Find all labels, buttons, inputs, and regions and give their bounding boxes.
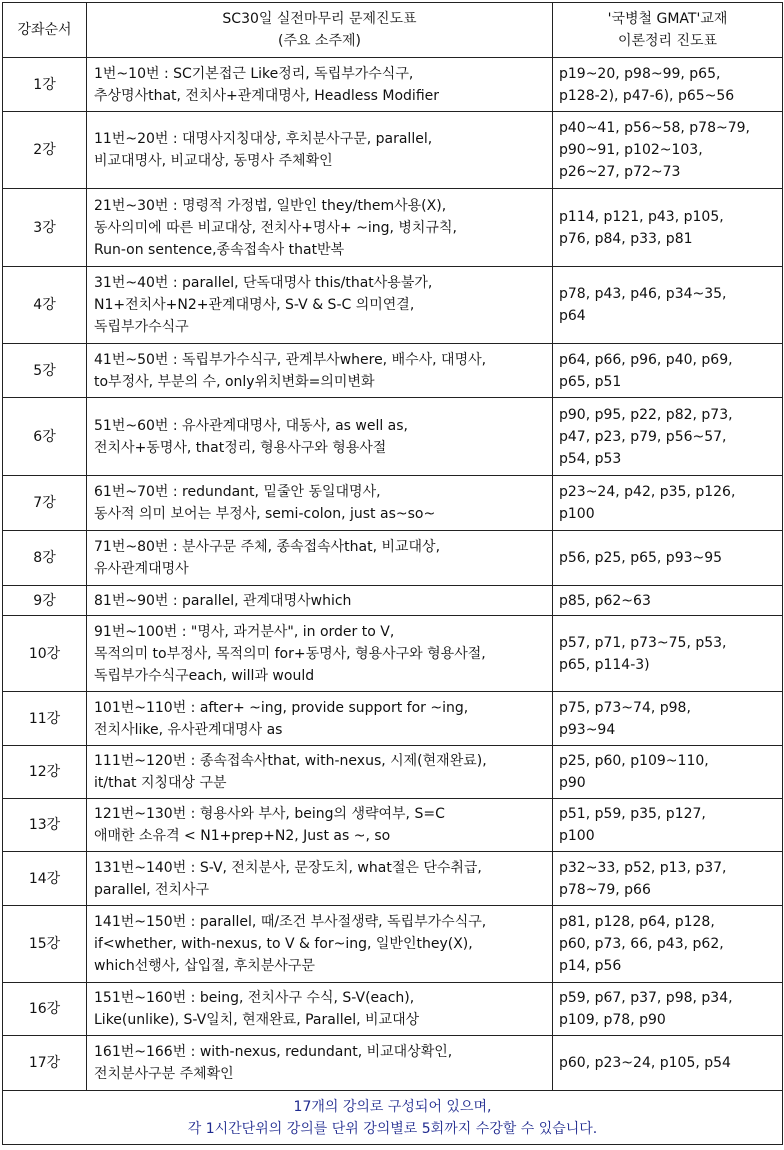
pages-line: p90, p95, p22, p82, p73, [559, 406, 733, 423]
table-row [3, 616, 783, 692]
pages-line: p128-2), p47-6), p65~56 [559, 87, 735, 104]
lesson-topics [87, 476, 553, 531]
lesson-topics [87, 398, 553, 476]
topic-line: 전치사like, 유사관계대명사 as [94, 721, 283, 738]
lesson-topics [87, 692, 553, 746]
lesson-topics [87, 616, 553, 692]
table-row [3, 58, 783, 112]
table-row [3, 267, 783, 344]
lesson-pages [553, 344, 783, 398]
lesson-topics [87, 1036, 553, 1091]
pages-line: p65, p51 [559, 373, 622, 390]
header-progress [87, 3, 553, 58]
topic-line: 61번~70번 : redundant, 밑줄안 동일대명사, [94, 484, 381, 500]
topic-line: parallel, 전치사구 [94, 881, 210, 898]
lesson-number: 16강 [3, 983, 87, 1036]
lesson-topics [87, 344, 553, 398]
pages-line: p32~33, p52, p13, p37, [559, 859, 727, 876]
pages-line: p64, p66, p96, p40, p69, [559, 351, 733, 368]
lesson-topics [87, 746, 553, 799]
lesson-pages [553, 799, 783, 852]
lesson-number: 3강 [3, 189, 87, 267]
lesson-number: 2강 [3, 112, 87, 189]
pages-line: p100 [559, 506, 595, 522]
footer-line-1: 17개의 강의로 구성되어 있으며, [293, 1098, 492, 1115]
lesson-number: 8강 [3, 531, 87, 586]
table-row [3, 852, 783, 906]
lesson-pages [553, 616, 783, 692]
pages-line: p85, p62~63 [559, 592, 651, 609]
topic-line: 동사적 의미 보어는 부정사, semi-colon, just as~so~ [94, 506, 436, 522]
topic-line: 1번~10번 : SC기본접근 Like정리, 독립부가수식구, [94, 65, 414, 82]
lesson-topics [87, 189, 553, 267]
lesson-number: 4강 [3, 267, 87, 344]
topic-line: 애매한 소유격 < N1+prep+N2, Just as ~, so [94, 828, 391, 844]
lesson-pages [553, 112, 783, 189]
topic-line: 21번~30번 : 명령적 가정법, 일반인 they/them사용(X), [94, 197, 447, 214]
topic-line: 161번~166번 : with-nexus, redundant, 비교대상확인, [94, 1044, 453, 1060]
pages-line: p51, p59, p35, p127, [559, 806, 706, 822]
pages-line: p56, p25, p65, p93~95 [559, 550, 723, 566]
table-row [3, 983, 783, 1036]
topic-line: 31번~40번 : parallel, 단독대명사 this/that사용불가, [94, 275, 433, 291]
pages-line: p81, p128, p64, p128, [559, 914, 715, 930]
topic-line: 81번~90번 : parallel, 관계대명사which [94, 592, 352, 609]
lesson-pages [553, 906, 783, 983]
lesson-number: 9강 [3, 586, 87, 616]
lesson-topics [87, 906, 553, 983]
table-row [3, 692, 783, 746]
pages-line: p25, p60, p109~110, [559, 753, 709, 769]
pages-line: p114, p121, p43, p105, [559, 208, 724, 225]
pages-line: p40~41, p56~58, p78~79, [559, 120, 750, 136]
lesson-topics [87, 267, 553, 344]
topic-line: 11번~20번 : 대명사지칭대상, 후치분사구문, parallel, [94, 131, 433, 147]
pages-line: p64 [559, 308, 586, 324]
lesson-topics [87, 852, 553, 906]
lesson-number: 5강 [3, 344, 87, 398]
header-progress-subtitle: (주요 소주제) [278, 33, 361, 49]
topic-line: 비교대명사, 비교대상, 동명사 주체확인 [94, 153, 333, 169]
topic-line: 111번~120번 : 종속접속사that, with-nexus, 시제(현재완료), [94, 753, 487, 769]
topic-line: 유사관계대명사 [94, 561, 189, 577]
topic-line: 독립부가수식구 [94, 319, 189, 335]
lesson-pages [553, 189, 783, 267]
topic-line: 전치사+동명사, that정리, 형용사구와 형용사절 [94, 439, 387, 456]
topic-line: 91번~100번 : "명사, 과거분사", in order to V, [94, 623, 395, 640]
lesson-topics [87, 983, 553, 1036]
header-progress-title: SC30일 실전마무리 문제진도표 [222, 11, 417, 27]
pages-line: p78~79, p66 [559, 881, 651, 898]
pages-line: p93~94 [559, 721, 616, 738]
footer-note [3, 1091, 783, 1145]
topic-line: 141번~150번 : parallel, 때/조건 부사절생략, 독립부가수식구, [94, 914, 487, 930]
table-row [3, 189, 783, 267]
topic-line: 71번~80번 : 분사구문 주체, 종속접속사that, 비교대상, [94, 539, 441, 555]
table-row [3, 398, 783, 476]
table-row [3, 112, 783, 189]
lesson-number: 1강 [3, 58, 87, 112]
lesson-number: 7강 [3, 476, 87, 531]
topic-line: Run-on sentence,종속접속사 that반복 [94, 241, 345, 258]
header-lesson-order: 강좌순서 [3, 3, 87, 58]
topic-line: 121번~130번 : 형용사와 부사, being의 생략여부, S=C [94, 806, 445, 822]
topic-line: 151번~160번 : being, 전치사구 수식, S-V(each), [94, 990, 415, 1006]
pages-line: p54, p53 [559, 450, 622, 467]
lesson-pages [553, 692, 783, 746]
lesson-pages [553, 58, 783, 112]
table-row [3, 476, 783, 531]
table-row [3, 586, 783, 616]
topic-line: to부정사, 부분의 수, only위치변화=의미변화 [94, 373, 375, 390]
topic-line: 101번~110번 : after+ ~ing, provide support for ~ing, [94, 699, 469, 716]
topic-line: 추상명사that, 전치사+관계대명사, Headless Modifier [94, 87, 440, 104]
lesson-number: 12강 [3, 746, 87, 799]
topic-line: Like(unlike), S-V일치, 현재완료, Parallel, 비교대상 [94, 1012, 420, 1028]
lesson-number: 11강 [3, 692, 87, 746]
pages-line: p60, p23~24, p105, p54 [559, 1055, 731, 1071]
lesson-pages [553, 1036, 783, 1091]
topic-line: it/that 지칭대상 구분 [94, 775, 227, 791]
table-row [3, 1036, 783, 1091]
pages-line: p26~27, p72~73 [559, 164, 681, 180]
pages-line: p60, p73, 66, p43, p62, [559, 936, 724, 952]
topic-line: 41번~50번 : 독립부가수식구, 관계부사where, 배수사, 대명사, [94, 351, 487, 368]
lesson-pages [553, 586, 783, 616]
table-row [3, 746, 783, 799]
lesson-number: 17강 [3, 1036, 87, 1091]
pages-line: p59, p67, p37, p98, p34, [559, 990, 733, 1006]
pages-line: p109, p78, p90 [559, 1012, 666, 1028]
pages-line: p23~24, p42, p35, p126, [559, 484, 736, 500]
lesson-number: 6강 [3, 398, 87, 476]
lesson-topics [87, 799, 553, 852]
pages-line: p65, p114-3) [559, 656, 650, 673]
pages-line: p78, p43, p46, p34~35, [559, 286, 727, 302]
pages-line: p90~91, p102~103, [559, 142, 703, 158]
lesson-pages [553, 398, 783, 476]
footer-line-2: 각 1시간단위의 강의를 단위 강의별로 5회까지 수강할 수 있습니다. [187, 1120, 598, 1137]
topic-line: if<whether, with-nexus, to V & for~ing, 일반인they(X), [94, 936, 473, 952]
pages-line: p47, p23, p79, p56~57, [559, 428, 727, 445]
lesson-number: 10강 [3, 616, 87, 692]
topic-line: 51번~60번 : 유사관계대명사, 대동사, as well as, [94, 417, 409, 434]
lesson-pages [553, 746, 783, 799]
topic-line: 독립부가수식구each, will과 would [94, 667, 315, 684]
lesson-number: 13강 [3, 799, 87, 852]
lesson-topics [87, 531, 553, 586]
pages-line: p57, p71, p73~75, p53, [559, 634, 727, 651]
header-pages-subtitle: 이론정리 진도표 [617, 33, 718, 49]
footer-row [3, 1091, 783, 1145]
lesson-topics [87, 112, 553, 189]
pages-line: p14, p56 [559, 958, 622, 974]
pages-line: p76, p84, p33, p81 [559, 230, 693, 247]
pages-line: p100 [559, 828, 595, 844]
table-header-row [3, 3, 783, 58]
lesson-pages [553, 476, 783, 531]
pages-line: p19~20, p98~99, p65, [559, 65, 721, 82]
topic-line: 131번~140번 : S-V, 전치분사, 문장도치, what절은 단수취급, [94, 859, 482, 876]
table-row [3, 906, 783, 983]
topic-line: which선행사, 삽입절, 후치분사구문 [94, 958, 315, 974]
lesson-topics [87, 58, 553, 112]
syllabus-table [2, 2, 783, 1145]
pages-line: p90 [559, 775, 586, 791]
table-row [3, 344, 783, 398]
lesson-number: 15강 [3, 906, 87, 983]
topic-line: 전치분사구분 주체확인 [94, 1066, 234, 1082]
header-pages-title: '국병철 GMAT'교재 [607, 11, 728, 27]
lesson-number: 14강 [3, 852, 87, 906]
lesson-pages [553, 267, 783, 344]
topic-line: 동사의미에 따른 비교대상, 전치사+명사+ ~ing, 병치규칙, [94, 219, 457, 236]
table-row [3, 531, 783, 586]
topic-line: 목적의미 to부정사, 목적의미 for+동명사, 형용사구와 형용사절, [94, 645, 486, 662]
lesson-pages [553, 531, 783, 586]
header-pages [553, 3, 783, 58]
table-row [3, 799, 783, 852]
topic-line: N1+전치사+N2+관계대명사, S-V & S-C 의미연결, [94, 297, 415, 313]
lesson-pages [553, 983, 783, 1036]
lesson-topics [87, 586, 553, 616]
lesson-pages [553, 852, 783, 906]
pages-line: p75, p73~74, p98, [559, 699, 691, 716]
